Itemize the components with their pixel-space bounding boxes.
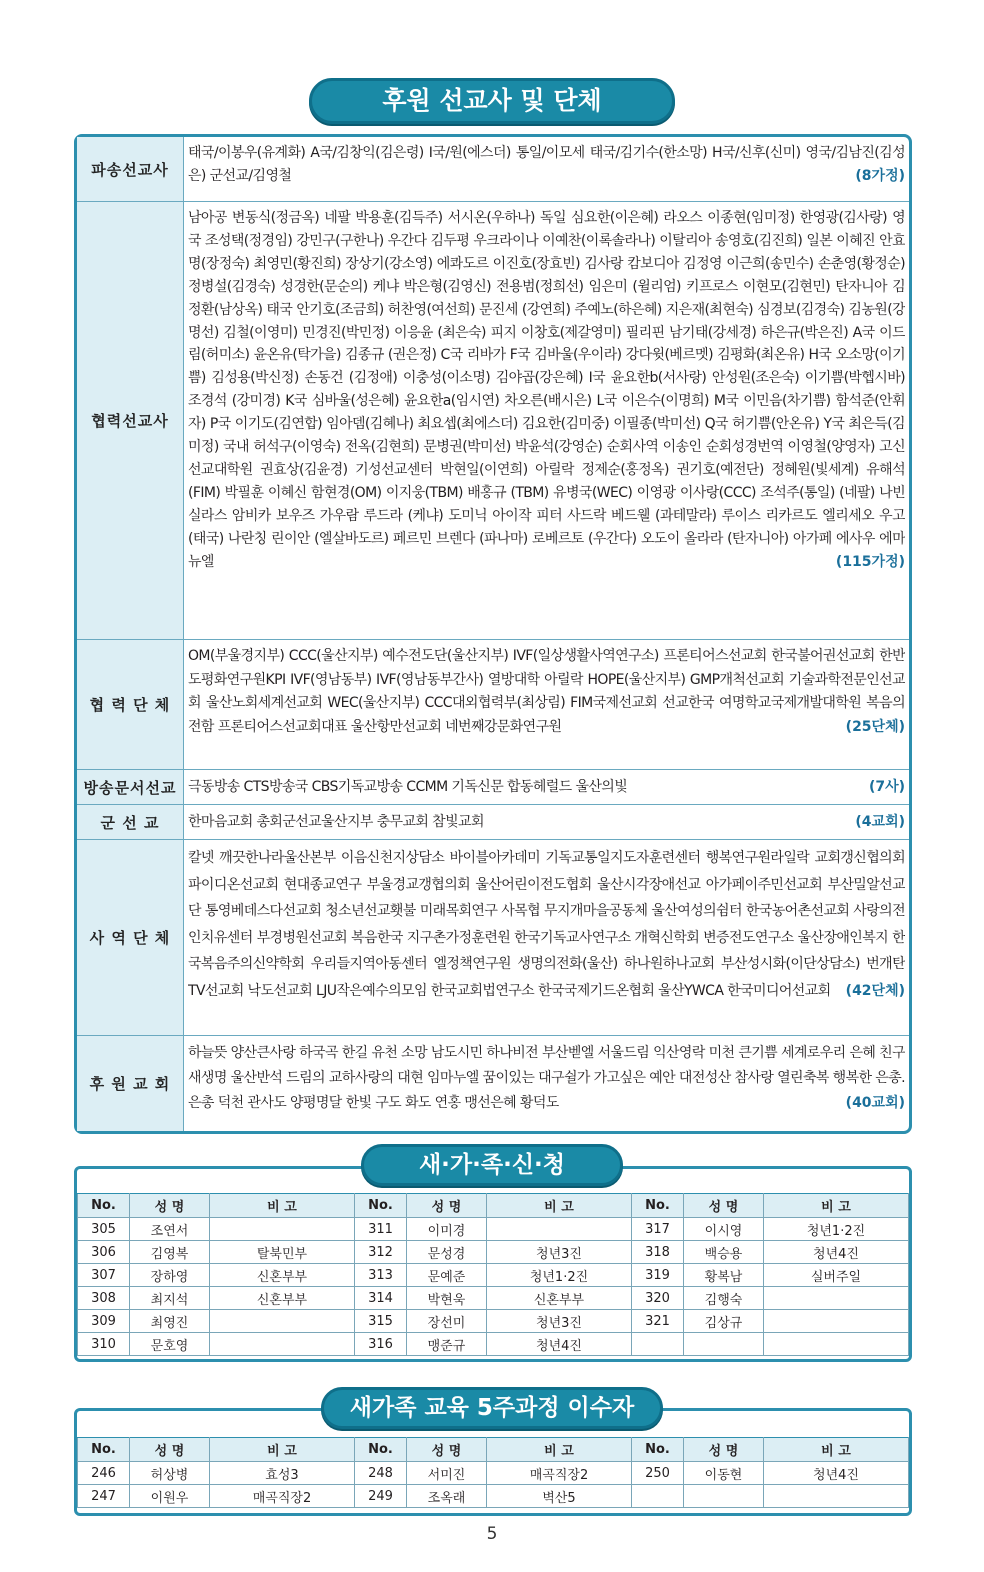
- cell-no: 317: [632, 1218, 684, 1241]
- cell-no: 315: [355, 1310, 407, 1333]
- cell-name: 장선미: [407, 1310, 487, 1333]
- cell-note: 청년3진: [487, 1310, 632, 1333]
- header-name: 성 명: [130, 1438, 210, 1462]
- cell-no: 308: [78, 1287, 130, 1310]
- category-text: 태국/이봉우(유계화) A국/김창익(김은령) I국/원(에스더) 통일/이모세 태국/김기수(한소망) H국/신후(신미) 영국/김남진(김성은) 군선교/김영철: [188, 145, 905, 184]
- cell-note: 청년4진: [487, 1333, 632, 1356]
- cell-note: [764, 1310, 909, 1333]
- header-no: No.: [632, 1194, 684, 1218]
- cell-name: 장하영: [130, 1264, 210, 1287]
- category-row-partner-orgs: [77, 639, 909, 769]
- header-no: No.: [632, 1438, 684, 1462]
- cell-note: 신혼부부: [210, 1264, 355, 1287]
- table-row: [78, 1485, 909, 1508]
- category-label: 사 역 단 체: [77, 840, 184, 1035]
- cell-no: 318: [632, 1241, 684, 1264]
- category-label: 파송선교사: [77, 137, 184, 201]
- cell-no: 305: [78, 1218, 130, 1241]
- category-label: 협 력 단 체: [77, 640, 184, 769]
- new-family-table-frame: [74, 1166, 912, 1362]
- cell-no: 248: [355, 1462, 407, 1485]
- cell-note: 청년4진: [764, 1462, 909, 1485]
- table-row: [78, 1310, 909, 1333]
- education-table: [77, 1437, 909, 1508]
- cell-note: 청년1·2진: [764, 1218, 909, 1241]
- header-no: No.: [78, 1438, 130, 1462]
- category-label: 후 원 교 회: [77, 1036, 184, 1131]
- cell-name: 최영진: [130, 1310, 210, 1333]
- cell-note: [487, 1218, 632, 1241]
- cell-name: 조연서: [130, 1218, 210, 1241]
- cell-note: 벽산5: [487, 1485, 632, 1508]
- section-title-new-family: 새·가·족·신·청: [361, 1144, 623, 1186]
- cell-note: 탈북민부: [210, 1241, 355, 1264]
- category-count: (7사): [868, 778, 905, 795]
- cell-note: [210, 1218, 355, 1241]
- category-text: 한마음교회 총회군선교울산지부 충무교회 참빛교회: [188, 813, 484, 830]
- cell-name: 박현욱: [407, 1287, 487, 1310]
- cell-no: 310: [78, 1333, 130, 1356]
- cell-no: 309: [78, 1310, 130, 1333]
- header-no: No.: [355, 1194, 407, 1218]
- category-content: [188, 1036, 905, 1131]
- category-count: (8가정): [855, 167, 905, 184]
- header-note: 비 고: [210, 1194, 355, 1218]
- section-title-missionaries: 후원 선교사 및 단체: [309, 78, 675, 124]
- category-text: 극동방송 CTS방송국 CBS기독교방송 CCMM 기독신문 합동헤럴드 울산의빛: [188, 778, 628, 795]
- new-family-table: [77, 1193, 909, 1356]
- cell-name: [684, 1485, 764, 1508]
- cell-note: 매곡직장2: [210, 1485, 355, 1508]
- cell-no: 247: [78, 1485, 130, 1508]
- cell-note: [764, 1287, 909, 1310]
- cell-name: 이원우: [130, 1485, 210, 1508]
- cell-no: 249: [355, 1485, 407, 1508]
- cell-name: 문예준: [407, 1264, 487, 1287]
- category-row-partner-missionaries: [77, 201, 909, 639]
- cell-no: [632, 1333, 684, 1356]
- cell-no: 314: [355, 1287, 407, 1310]
- cell-no: 250: [632, 1462, 684, 1485]
- category-label: 협력선교사: [77, 202, 184, 639]
- category-row-supporting-churches: [77, 1035, 909, 1131]
- table-row: [78, 1333, 909, 1356]
- header-note: 비 고: [764, 1438, 909, 1462]
- cell-no: 320: [632, 1287, 684, 1310]
- cell-note: [764, 1485, 909, 1508]
- cell-no: 311: [355, 1218, 407, 1241]
- cell-name: 김행숙: [684, 1287, 764, 1310]
- cell-no: 306: [78, 1241, 130, 1264]
- cell-note: 신혼부부: [487, 1287, 632, 1310]
- cell-name: 문성경: [407, 1241, 487, 1264]
- page-number: 5: [486, 1524, 498, 1544]
- category-count: (115가정): [835, 553, 905, 570]
- cell-name: 허상병: [130, 1462, 210, 1485]
- cell-note: 매곡직장2: [487, 1462, 632, 1485]
- cell-name: 이동현: [684, 1462, 764, 1485]
- header-name: 성 명: [407, 1194, 487, 1218]
- header-note: 비 고: [210, 1438, 355, 1462]
- cell-no: 316: [355, 1333, 407, 1356]
- cell-note: [764, 1333, 909, 1356]
- cell-note: 청년4진: [764, 1241, 909, 1264]
- category-text: OM(부울경지부) CCC(울산지부) 예수전도단(울산지부) IVF(일상생활사역연구소) 프론티어스선교회 한국불어권선교회 한반도평화연구원KPI IVF(영남동부) IVF(영남동부간사) 열방대학 아릴락 HOPE(울산지부) GMP개척선교회 기술과학전문인선교회 울산노회세계선교회 WEC(울산지부) CCC대외협력부(최상림) FIM국제선교회 선교한국 여명학교국제개발대학원 복음의전함 프론티어스선교회대표 울산항만선교회 네번째강문화연구원: [188, 648, 905, 735]
- section-title-education: 새가족 교육 5주과정 이수자: [321, 1387, 663, 1429]
- table-row: [78, 1218, 909, 1241]
- cell-name: 김영복: [130, 1241, 210, 1264]
- header-note: 비 고: [487, 1194, 632, 1218]
- cell-name: 조옥래: [407, 1485, 487, 1508]
- header-note: 비 고: [764, 1194, 909, 1218]
- cell-name: 문호영: [130, 1333, 210, 1356]
- cell-name: 황복남: [684, 1264, 764, 1287]
- category-text: 남아공 변동식(정금옥) 네팔 박용훈(김득주) 서시온(우하나) 독일 심요한(이은혜) 라오스 이종현(임미정) 한영광(김사랑) 영국 조성택(정경임) 강민구(구한나) 우간다 김두평 우크라이나 이예찬(이록솔라나) 이탈리아 송영호(김진희) 일본 이혜진 안효명(장정숙) 최영민(황진희) 장상기(강소영) 에콰도르 이진호(장효빈) 김사랑 캄보디아 김정영 이근희(송민수) 손춘영(황정순) 정병설(김경숙) 성경한(문순의) 케냐 박은형(김영신) 전용범(정희선) 임은미 (윌리엄) 키프로스 이현모(김현민) 탄자니아 김정환(남상옥) 태국 안기호(조금희) 허찬영(여선희) 문진세 (강연희) 주예노(하은혜) 지은재(최현숙) 심경보(김경숙) 김농원(강명선) 김철(이영미) 민경진(박민정) 이응윤 (최은숙) 피지 이창호(제갈영미) 필리핀 남기태(강세경) 하은규(박은진) A국 이드림(허미소) 윤온유(탁가을) 김종규 (권은정) C국 리바가 F국 김바울(우이라) 강다윗(베르멧) 김평화(최온유) H국 오소망(이기쁨) 김성용(박신정) 손동건 (김정애) 이충성(이소명) 김야곱(강은혜) I국 윤요한b(서사랑) 안성원(조은숙) 이기쁨(박헵시바) 조경석 (강미경) K국 심바울(성은혜) 윤요한a(임시연) 차오른(배시은) L국 이은수(이명희) M국 이민음(차기쁨) 함석준(안휘자) P국 이기도(김연합) 임아뎀(김혜나) 최요셉(최에스더) 김요한(김미중) 이필종(박미선) Q국 허기쁨(안온유) Y국 최은득(김미정) 국내 허석구(이영숙) 전옥(김현희) 문병권(박미선) 박윤석(강영순) 순회사역 이송인 순회성경번역 이영철(양영자) 고신선교대학원 권효상(김윤경) 기성선교센터 박현일(이연희) 아릴락 정제순(홍정옥) 권기호(예전단) 정혜원(빛세계) 유해석(FIM) 박필훈 이혜신 함현경(OM) 이지웅(TBM) 배홍규 (TBM) 유병국(WEC) 이영광 이사랑(CCC) 조석주(통일) (네팔) 나빈 실라스 암비카 보우즈 가우람 루드라 (케냐) 도미닉 아이작 피터 사드락 베드웰 (과테말라) 루이스 리카르도 엘리세오 우고 (태국) 나란칭 린이안 (엘살바도르) 페르민 브렌다 (파나마) 로베르토 (우간다) 오도이 올라라 (탄자니아) 아가페 에사우 에마뉴엘: [188, 210, 905, 570]
- category-content: [188, 840, 905, 1035]
- cell-name: 맹준규: [407, 1333, 487, 1356]
- category-content: [188, 805, 905, 839]
- table-row: [78, 1264, 909, 1287]
- category-count: (4교회): [855, 813, 905, 830]
- category-row-broadcasting: [77, 769, 909, 804]
- header-no: No.: [78, 1194, 130, 1218]
- header-name: 성 명: [684, 1194, 764, 1218]
- cell-no: 312: [355, 1241, 407, 1264]
- category-label: 군 선 교: [77, 805, 184, 839]
- category-row-ministries: [77, 839, 909, 1035]
- category-count: (40교회): [845, 1095, 905, 1111]
- header-note: 비 고: [487, 1438, 632, 1462]
- category-count: (42단체): [845, 982, 905, 999]
- category-row-sent: [77, 137, 909, 201]
- cell-no: 307: [78, 1264, 130, 1287]
- table-row: [78, 1462, 909, 1485]
- cell-note: [210, 1310, 355, 1333]
- cell-no: [632, 1485, 684, 1508]
- category-label: 방송문서선교: [77, 770, 184, 804]
- category-content: [188, 770, 905, 804]
- cell-name: 이미경: [407, 1218, 487, 1241]
- table-header-row: [78, 1438, 909, 1462]
- table-row: [78, 1287, 909, 1310]
- cell-note: 효성3: [210, 1462, 355, 1485]
- cell-note: 청년1·2진: [487, 1264, 632, 1287]
- category-content: [188, 137, 905, 201]
- cell-no: 321: [632, 1310, 684, 1333]
- cell-name: 최지석: [130, 1287, 210, 1310]
- cell-note: [210, 1333, 355, 1356]
- header-name: 성 명: [130, 1194, 210, 1218]
- cell-name: 서미진: [407, 1462, 487, 1485]
- missionary-table: [74, 134, 912, 1134]
- cell-name: [684, 1333, 764, 1356]
- cell-no: 313: [355, 1264, 407, 1287]
- cell-no: 319: [632, 1264, 684, 1287]
- category-text: 칼넷 깨끗한나라울산본부 이음신천지상담소 바이블아카데미 기독교통일지도자훈련센터 행복연구원라일락 교회갱신협의회 파이디온선교회 현대종교연구 부울경교갱협의회 울산어린이전도협회 울산시각장애선교 아가페이주민선교회 부산밀알선교단 통영베데스다선교회 청소년선교횃불 미래목회연구 사목협 무지개마을공동체 울산여성의쉼터 한국농어촌선교회 사랑의전인치유센터 부경병원선교회 복음한국 지구촌가정훈련원 한국기독교사연구소 개혁신학회 변증전도연구소 울산장애인복지 한국복음주의신약학회 우리들지역아동센터 엘정책연구원 생명의전화(울산) 하나원하나교회 부산성시화(이단상담소) 번개탄TV선교회 낙도선교회 LJU작은예수의모임 한국교회법연구소 한국국제기드온협회 울산YWCA 한국미디어선교회: [188, 850, 905, 999]
- cell-note: 신혼부부: [210, 1287, 355, 1310]
- cell-no: 246: [78, 1462, 130, 1485]
- cell-note: 실버주일: [764, 1264, 909, 1287]
- table-header-row: [78, 1194, 909, 1218]
- category-count: (25단체): [845, 718, 905, 735]
- cell-name: 백승용: [684, 1241, 764, 1264]
- header-name: 성 명: [684, 1438, 764, 1462]
- header-no: No.: [355, 1438, 407, 1462]
- cell-note: 청년3진: [487, 1241, 632, 1264]
- table-row: [78, 1241, 909, 1264]
- category-row-military: [77, 804, 909, 839]
- header-name: 성 명: [407, 1438, 487, 1462]
- cell-name: 이시영: [684, 1218, 764, 1241]
- category-content: [188, 640, 905, 769]
- category-content: [188, 202, 905, 639]
- cell-name: 김상규: [684, 1310, 764, 1333]
- category-text: 하늘뜻 양산큰사랑 하국곡 한길 유천 소망 남도시민 하나비전 부산벧엘 서울드림 익산영락 미천 큰기쁨 세계로우리 은혜 친구 새생명 울산반석 드림의 교하사랑의 대현 임마누엘 꿈이있는 대구쉴가 가고싶은 예안 대전성산 참사랑 열린축복 행복한 은총.은총 덕천 관사도 양평명달 한빛 구도 화도 연홍 맹선은혜 황덕도: [188, 1045, 905, 1111]
